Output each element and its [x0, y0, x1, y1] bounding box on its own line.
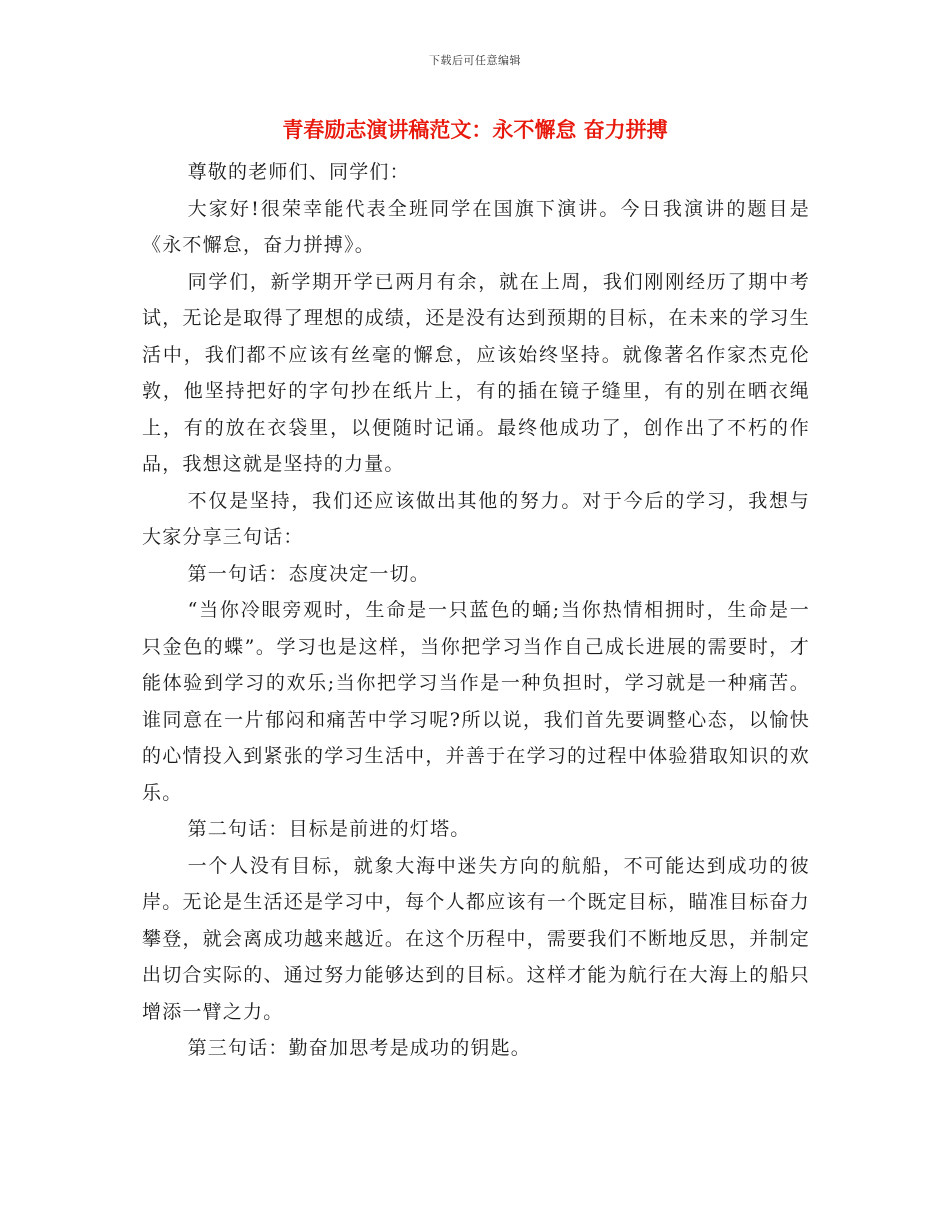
- paragraph-third-sentence: 第三句话：勤奋加思考是成功的钥匙。: [187, 1037, 531, 1059]
- paragraph-goal: 一个人没有目标，就象大海中迷失方向的航船，不可能达到成功的彼岸。无论是生活还是学习中，每个人都应该有一个既定目标，瞄准目标奋力攀登，就会离成功越来越近。在这个历程中，需要我们不断地反思，并制定出切合实际的、通过努力能够达到的目标。这样才能为航行在大海上的船只增添一臂之力。: [142, 854, 810, 1023]
- paragraph-first-sentence: 第一句话：态度决定一切。: [187, 562, 430, 585]
- document-body: [142, 154, 810, 1067]
- paragraph-persistence: 同学们，新学期开学已两月有余，就在上周，我们刚刚经历了期中考试，无论是取得了理想的成绩，还是没有达到预期的目标，在未来的学习生活中，我们都不应该有丝毫的懈怠，应该始终坚持。就像著名作家杰克伦敦，他坚持把好的字句抄在纸片上，有的插在镜子缝里，有的别在晒衣绳上，有的放在衣袋里，以便随时记诵。最终他成功了，创作出了不朽的作品，我想这就是坚持的力量。: [142, 270, 810, 475]
- header-note: 下载后可任意编辑: [429, 54, 521, 67]
- paragraph-attitude: “当你冷眼旁观时，生命是一只蓝色的蛹;当你热情相拥时，生命是一只金色的蝶”。学习也是这样，当你把学习当作自己成长进展的需要时，才能体验到学习的欢乐;当你把学习当作是一种负担时，学习就是一种痛苦。谁同意在一片郁闷和痛苦中学习呢?所以说，我们首先要调整心态，以愉快的心情投入到紧张的学习生活中，并善于在学习的过程中体验猎取知识的欢乐。: [142, 599, 810, 804]
- paragraph-greeting: 大家好!很荣幸能代表全班同学在国旗下演讲。今日我演讲的题目是《永不懈怠，奋力拼搏》。: [142, 197, 810, 256]
- paragraph-three-sentences: 不仅是坚持，我们还应该做出其他的努力。对于今后的学习，我想与大家分享三句话：: [142, 489, 810, 548]
- paragraph-salutation: 尊敬的老师们、同学们：: [187, 161, 410, 183]
- paragraph-second-sentence: 第二句话：目标是前进的灯塔。: [187, 818, 471, 840]
- document-title: 青春励志演讲稿范文：永不懈怠 奋力拼搏: [282, 118, 668, 142]
